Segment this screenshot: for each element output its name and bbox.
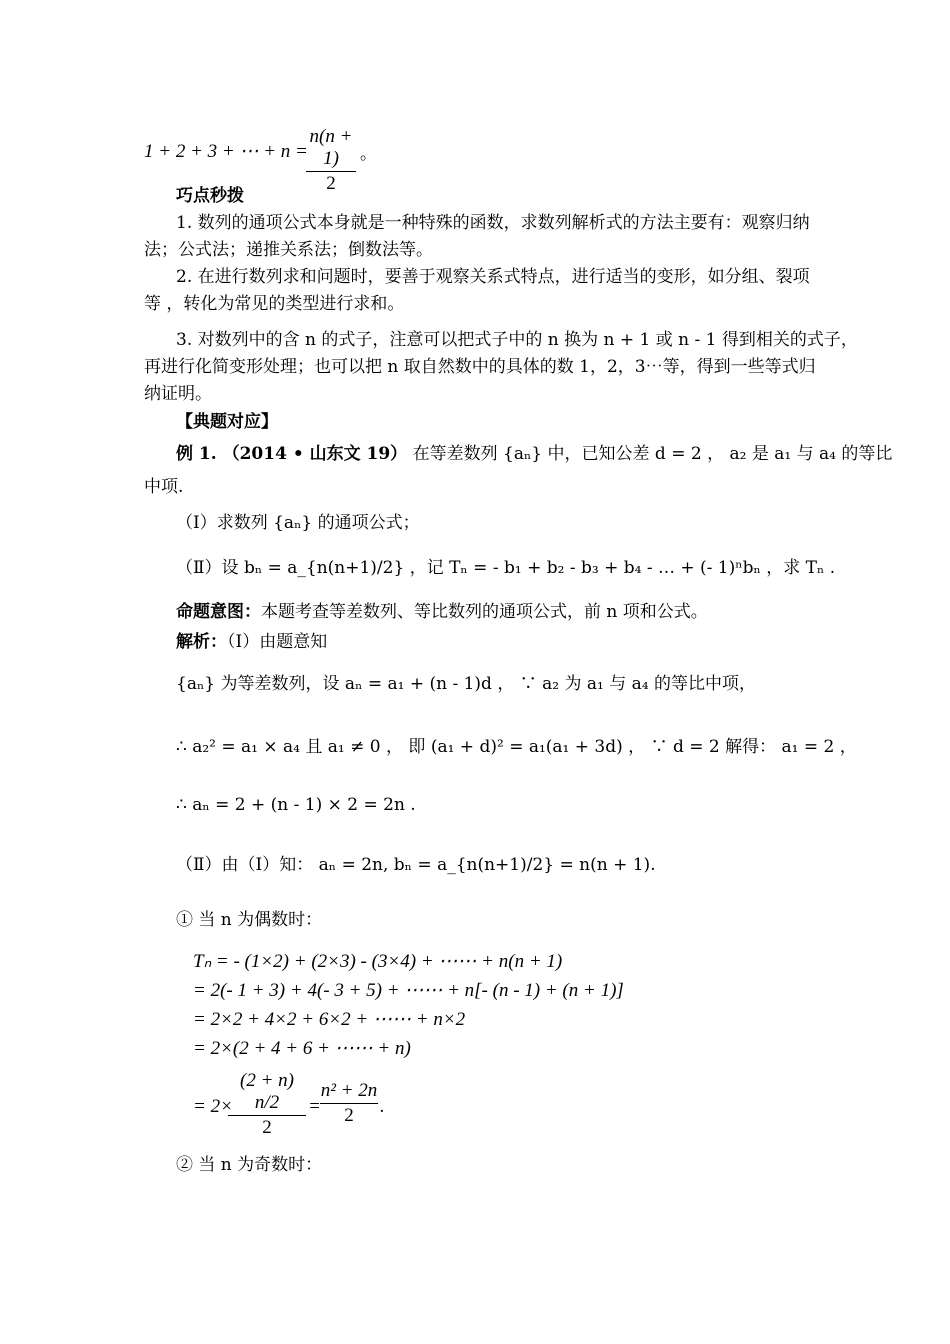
- tip-2-line-2: 等 ，转化为常见的类型进行求和。: [144, 294, 405, 314]
- equation-line-1: Tₙ = - (1×2) + (2×3) - (3×4) + ⋯⋯ + n(n + 1): [193, 951, 563, 972]
- intro-formula-numerator: n(n + 1): [309, 126, 353, 169]
- tip-2-line-1: 2. 在进行数列求和问题时，要善于观察关系式特点，进行适当的变形，如分组、裂项: [176, 267, 810, 287]
- equation-line-5-end: .: [380, 1096, 385, 1117]
- solution-line-1: [176, 630, 327, 654]
- fraction-1-denominator: 2: [262, 1117, 272, 1138]
- equation-line-5-prefix: = 2×: [193, 1096, 233, 1117]
- equation-line-5-fraction-2: [320, 1080, 378, 1127]
- intent-text: 本题考查等差数列、等比数列的通项公式，前 n 项和公式。: [261, 602, 708, 622]
- example-question-2: （Ⅱ）设 bₙ = a_{n(n+1)/2} ，记 Tₙ = - b₁ + b₂ - b₃ + b₄ - … + (- 1)ⁿbₙ ，求 Tₙ .: [176, 558, 836, 578]
- case-even-heading: ① 当 n 为偶数时：: [176, 910, 323, 930]
- fraction-2-denominator: 2: [344, 1105, 354, 1126]
- equation-line-5-fraction-1: [228, 1070, 306, 1139]
- tip-1-line-2: 法；公式法；递推关系法；倒数法等。: [144, 240, 433, 260]
- example-label: 例 1. （2014 • 山东文 19）: [176, 444, 408, 464]
- intro-formula-tail: 。: [360, 144, 377, 164]
- equation-line-3: = 2×2 + 4×2 + 6×2 + ⋯⋯ + n×2: [193, 1009, 466, 1030]
- example-question-1: （Ⅰ）求数列 {aₙ} 的通项公式；: [176, 513, 420, 533]
- fraction-2-numerator: n² + 2n: [320, 1080, 378, 1101]
- intent-line: [176, 600, 708, 624]
- fraction-1-numerator: (2 + n) n/2: [240, 1070, 294, 1113]
- fraction-bar: [306, 171, 356, 172]
- intro-formula-fraction: [306, 126, 356, 195]
- case-odd-heading: ② 当 n 为奇数时：: [176, 1155, 323, 1175]
- tip-3-line-1: 3. 对数列中的含 n 的式子，注意可以把式子中的 n 换为 n + 1 或 n - 1 得到相关的式子，: [176, 330, 858, 350]
- solution-label: 解析：: [176, 632, 227, 652]
- intro-formula-denominator: 2: [326, 173, 336, 194]
- intro-formula-lhs: 1 + 2 + 3 + ⋯ + n =: [144, 141, 308, 162]
- solution-line-5: （Ⅱ）由（Ⅰ）知： aₙ = 2n, bₙ = a_{n(n+1)/2} = n(n + 1).: [176, 855, 656, 875]
- example-statement-line-1: [176, 442, 892, 466]
- tips-heading: 巧点秒拨: [176, 186, 244, 206]
- equation-line-4: = 2×(2 + 4 + 6 + ⋯⋯ + n): [193, 1038, 411, 1059]
- equation-line-2: = 2(- 1 + 3) + 4(- 3 + 5) + ⋯⋯ + n[- (n - 1) + (n + 1)]: [193, 980, 624, 1001]
- fraction-bar: [228, 1115, 306, 1116]
- solution-part-1-intro: （Ⅰ）由题意知: [227, 632, 328, 652]
- solution-line-4: ∴ aₙ = 2 + (n - 1) × 2 = 2n .: [176, 795, 416, 815]
- intent-label: 命题意图：: [176, 602, 261, 622]
- tip-3-line-3: 纳证明。: [144, 384, 212, 404]
- fraction-bar: [320, 1103, 378, 1104]
- equation-line-5-equals: =: [308, 1096, 321, 1117]
- example-statement-line-2: 中项.: [144, 477, 184, 497]
- example-statement-text: 在等差数列 {aₙ} 中，已知公差 d = 2 ， a₂ 是 a₁ 与 a₄ 的等比: [412, 444, 893, 464]
- tip-1-line-1: 1. 数列的通项公式本身就是一种特殊的函数，求数列解析式的方法主要有：观察归纳: [176, 213, 810, 233]
- solution-line-3: ∴ a₂² = a₁ × a₄ 且 a₁ ≠ 0 ， 即 (a₁ + d)² = a₁(a₁ + 3d) ， ∵ d = 2 解得： a₁ = 2 ，: [176, 737, 857, 757]
- solution-line-2: {aₙ} 为等差数列，设 aₙ = a₁ + (n - 1)d ， ∵ a₂ 为 a₁ 与 a₄ 的等比中项，: [176, 674, 757, 694]
- section-heading: 【典题对应】: [176, 412, 278, 432]
- tip-3-line-2: 再进行化简变形处理；也可以把 n 取自然数中的具体的数 1，2，3⋯等，得到一些等式归: [144, 357, 816, 377]
